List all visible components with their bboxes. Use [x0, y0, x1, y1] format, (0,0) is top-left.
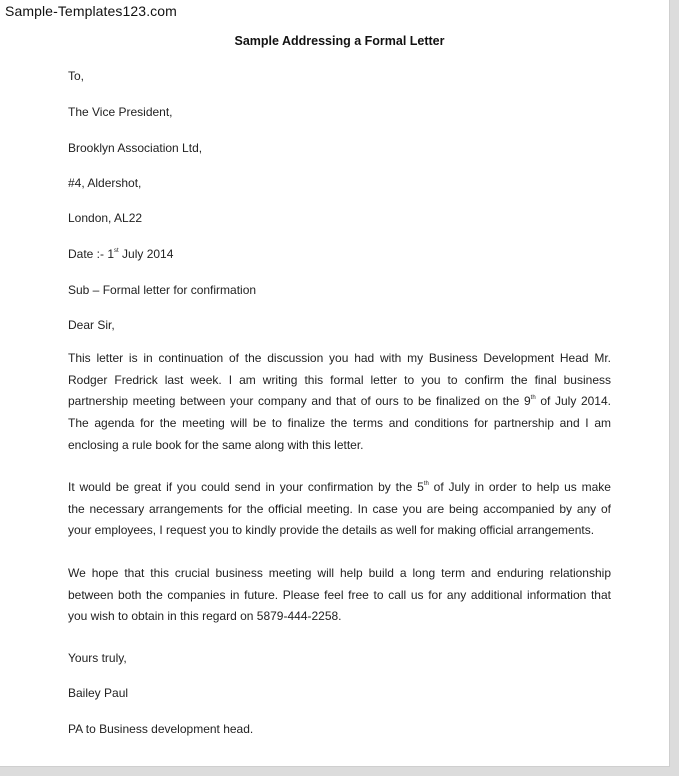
- body-paragraph-3: [68, 563, 611, 628]
- sender-title: PA to Business development head.: [68, 722, 254, 736]
- body-paragraph-2: [68, 477, 611, 542]
- paragraph-line: This letter is in continuation of the discussion you had with my Business Development Head Mr.: [68, 351, 611, 365]
- recipient-city: London, AL22: [68, 211, 143, 225]
- paragraph-line: the necessary arrangements for the official meeting. In case you are being accompanied by any of: [68, 501, 611, 516]
- ordinal-suffix: th: [423, 481, 429, 487]
- letter-greeting: Dear Sir,: [68, 318, 115, 332]
- date-rest: July 2014: [118, 247, 174, 261]
- paragraph-line: [68, 477, 611, 499]
- recipient-street: #4, Aldershot,: [68, 176, 142, 190]
- paragraph-line: your employees, I request you to kindly provide the details as well for making official arrangements.: [68, 523, 595, 538]
- letter-date: [68, 247, 173, 261]
- letter-closing: Yours truly,: [68, 651, 127, 665]
- line-text: of July in order to help us make: [428, 480, 611, 494]
- paragraph-line: you wish to obtain in this regard on 5879-444-2258.: [68, 609, 342, 624]
- ordinal-suffix: th: [530, 395, 536, 402]
- paragraph-line: enclosing a rule book for the same along with this letter.: [68, 437, 364, 452]
- paragraph-line: Rodger Fredrick last week. I am writing this formal letter to you to confirm the final business: [68, 372, 611, 387]
- site-watermark: Sample-Templates123.com: [5, 3, 177, 19]
- line-text: of July 2014.: [535, 394, 611, 409]
- paragraph-line: The agenda for the meeting will be to finalize the terms and conditions for partnership and I am: [68, 416, 611, 431]
- line-text: partnership meeting between your company and that of ours to be finalized on the 9: [68, 394, 531, 409]
- paragraph-line: between both the companies in future. Please feel free to call us for any additional information that: [68, 587, 611, 602]
- paragraph-line: We hope that this crucial business meeting will help build a long term and enduring relationship: [68, 566, 611, 580]
- letter-subject: Sub – Formal letter for confirmation: [68, 283, 257, 297]
- body-paragraph-1: [68, 348, 611, 457]
- recipient-title: The Vice President,: [68, 105, 173, 119]
- line-text: It would be great if you could send in your confirmation by the 5: [68, 480, 424, 494]
- paragraph-line: [68, 391, 611, 413]
- recipient-company: Brooklyn Association Ltd,: [68, 141, 203, 155]
- page-title: Sample Addressing a Formal Letter: [234, 34, 445, 48]
- date-prefix: Date :- 1: [68, 247, 115, 261]
- sender-name: Bailey Paul: [68, 686, 129, 700]
- date-suffix: st: [114, 248, 119, 254]
- address-to: To,: [68, 69, 85, 83]
